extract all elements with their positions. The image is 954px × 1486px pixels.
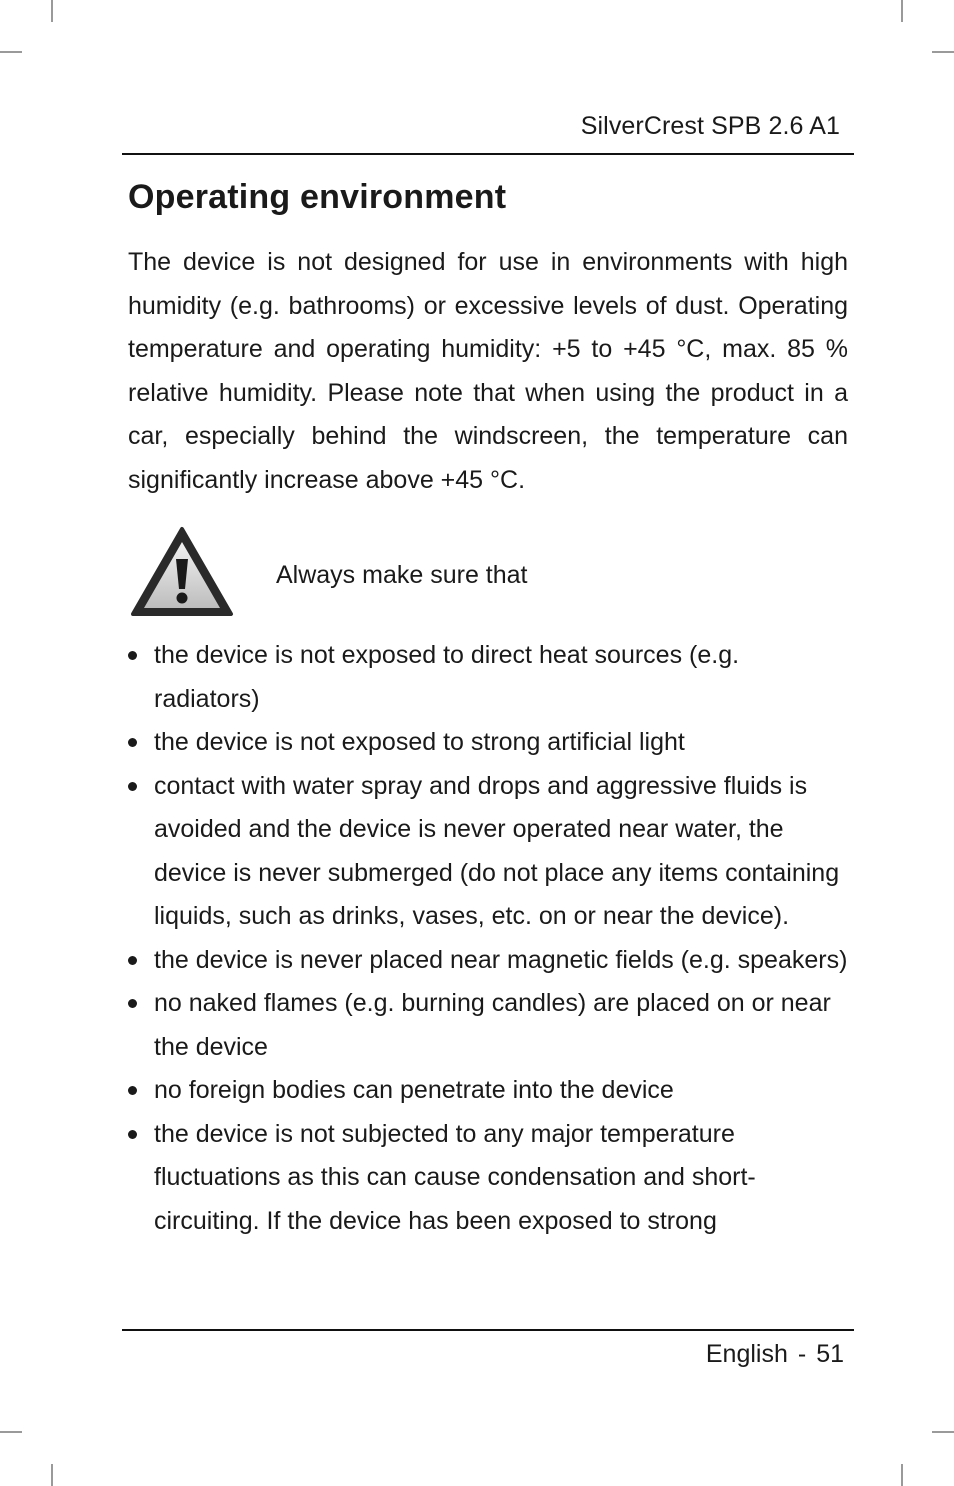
warning-text: Always make sure that [276,561,528,589]
crop-mark [51,0,53,22]
list-item-text: the device is not subjected to any major temperature fluctuations as this can cause condensation and short-circuiting. If the device has been exposed to strong [154,1119,756,1235]
crop-mark [0,51,22,53]
bullet-icon [128,782,137,791]
list-item [128,982,848,1069]
bullet-icon [128,1086,137,1095]
crop-mark [932,1431,954,1433]
footer-language: English [705,1340,788,1368]
crop-mark [0,1431,22,1433]
header-product-name: SilverCrest SPB 2.6 A1 [580,112,840,140]
bullet-icon [128,956,137,965]
list-item [128,939,848,983]
section-title: Operating environment [128,178,507,216]
precautions-list [128,634,848,1243]
list-item [128,1113,848,1244]
intro-paragraph: The device is not designed for use in environments with high humidity (e.g. bathrooms) or excessive levels of dust. Operating temperature and operating humidity: +5 to +45 °C, max. 85 % relative humidity. Please note that when using the product in a car, especially behind the windscreen, the temperature can significantly increase above +45 °C. [128,248,848,494]
crop-mark [901,1464,903,1486]
bullet-icon [128,1130,137,1139]
list-item [128,765,848,939]
list-item [128,721,848,765]
list-item-text: no naked flames (e.g. burning candles) are placed on or near the device [154,989,831,1061]
list-item [128,634,848,721]
list-item [128,1069,848,1113]
page-footer [706,1340,844,1369]
bullet-icon [128,999,137,1008]
bullet-icon [128,738,137,747]
warning-triangle-icon [130,526,234,618]
page-number: 51 [816,1340,844,1368]
list-item-text: the device is not exposed to strong artificial light [154,728,685,756]
list-item-text: no foreign bodies can penetrate into the device [154,1076,674,1104]
list-item-text: the device is never placed near magnetic fields (e.g. speakers) [154,945,848,974]
footer-separator: - [797,1340,807,1368]
footer-rule [122,1329,854,1331]
list-item-text: contact with water spray and drops and aggressive fluids is avoided and the device is never operated near water, the device is never submerged (do not place any items containing liquids, such as drinks, vases, etc. on or near the device). [154,771,840,930]
crop-mark [51,1464,53,1486]
crop-mark [901,0,903,22]
list-item-text: the device is not exposed to direct heat sources (e.g. radiators) [154,641,740,713]
crop-mark [932,51,954,53]
bullet-icon [128,651,137,660]
header-rule [122,153,854,155]
